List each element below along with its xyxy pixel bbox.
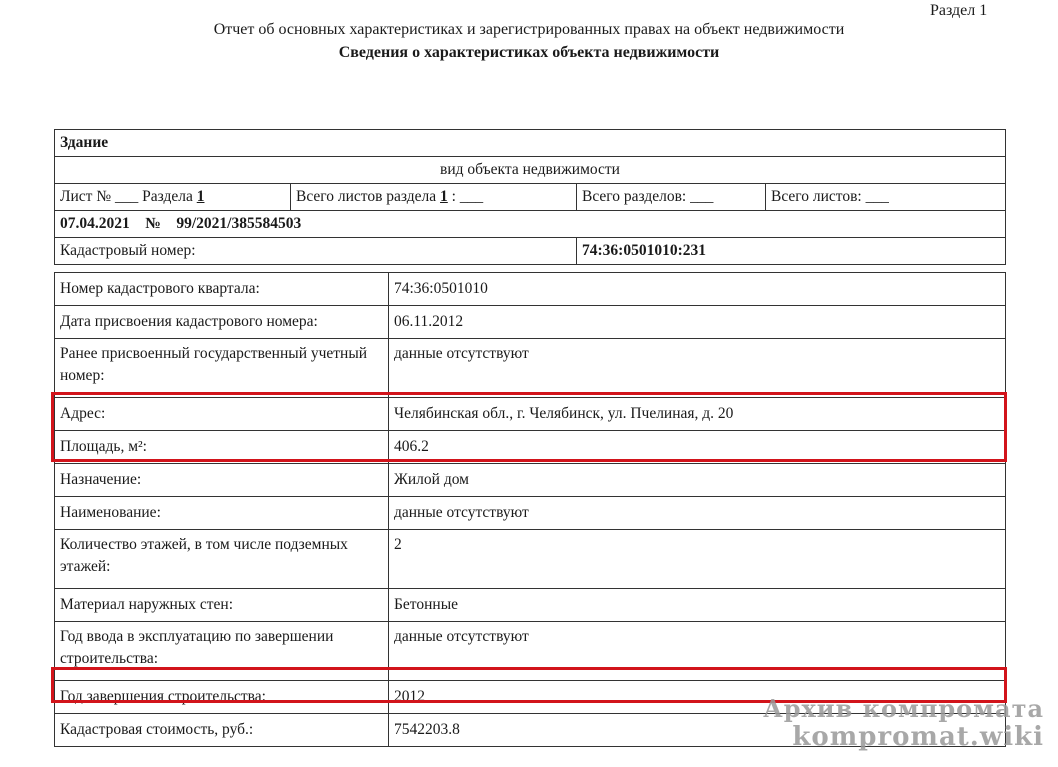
row-value: 7542203.8 xyxy=(389,714,1006,747)
row-label: Адрес: xyxy=(55,398,389,431)
total-sheets: Всего листов: ___ xyxy=(766,184,1006,211)
sheet-number-cell xyxy=(55,184,291,211)
report-title: Отчет об основных характеристиках и зарегистрированных правах на объект недвижимости xyxy=(213,21,845,38)
row-label: Площадь, м²: xyxy=(55,431,389,464)
row-value: Челябинская обл., г. Челябинск, ул. Пчелиная, д. 20 xyxy=(389,398,1006,431)
total-sheets-section-tail: : ___ xyxy=(451,188,484,205)
sheet-section-num: 1 xyxy=(196,188,205,205)
row-label: Назначение: xyxy=(55,464,389,497)
row-value: 2012 xyxy=(389,681,1006,714)
doc-ref: 07.04.2021 № 99/2021/385584503 xyxy=(55,211,1006,238)
row-label: Год ввода в эксплуатацию по завершении строительства: xyxy=(55,622,389,681)
row-label: Ранее присвоенный государственный учетный номер: xyxy=(55,339,389,398)
object-type: Здание xyxy=(55,130,1006,157)
row-value: Жилой дом xyxy=(389,464,1006,497)
table-row xyxy=(55,589,1006,622)
object-kind-caption: вид объекта недвижимости xyxy=(55,157,1006,184)
cadastral-label: Кадастровый номер: xyxy=(55,238,577,265)
row-value: 06.11.2012 xyxy=(389,306,1006,339)
row-value: 406.2 xyxy=(389,431,1006,464)
row-label: Материал наружных стен: xyxy=(55,589,389,622)
sheet-label: Лист № ___ Раздела xyxy=(60,188,193,205)
table-row xyxy=(55,497,1006,530)
table-row xyxy=(55,464,1006,497)
header-table xyxy=(54,129,1006,265)
row-label: Дата присвоения кадастрового номера: xyxy=(55,306,389,339)
row-value: 2 xyxy=(389,530,1006,589)
row-label: Номер кадастрового квартала: xyxy=(55,273,389,306)
total-sheets-section-num: 1 xyxy=(440,188,448,205)
cadastral-value: 74:36:0501010:231 xyxy=(577,238,1006,265)
total-sheets-section-label: Всего листов раздела xyxy=(296,188,437,205)
report-subtitle: Сведения о характеристиках объекта недвижимости xyxy=(338,44,720,61)
table-row xyxy=(55,530,1006,589)
row-value: данные отсутствуют xyxy=(389,339,1006,398)
section-label: Раздел 1 xyxy=(930,2,988,19)
watermark-line2: kompromat.wiki xyxy=(792,722,1044,752)
row-value: 74:36:0501010 xyxy=(389,273,1006,306)
row-value: Бетонные xyxy=(389,589,1006,622)
total-sections: Всего разделов: ___ xyxy=(577,184,766,211)
row-label: Количество этажей, в том числе подземных этажей: xyxy=(55,530,389,589)
row-label: Наименование: xyxy=(55,497,389,530)
row-value: данные отсутствуют xyxy=(389,497,1006,530)
highlight-address-area xyxy=(51,392,1007,462)
row-label: Кадастровая стоимость, руб.: xyxy=(55,714,389,747)
total-sheets-section-cell xyxy=(291,184,577,211)
row-value: данные отсутствуют xyxy=(389,622,1006,681)
table-row xyxy=(55,339,1006,398)
table-row xyxy=(55,273,1006,306)
table-row xyxy=(55,306,1006,339)
watermark-line1: Архив компромата xyxy=(763,694,1044,723)
row-label: Год завершения строительства: xyxy=(55,681,389,714)
